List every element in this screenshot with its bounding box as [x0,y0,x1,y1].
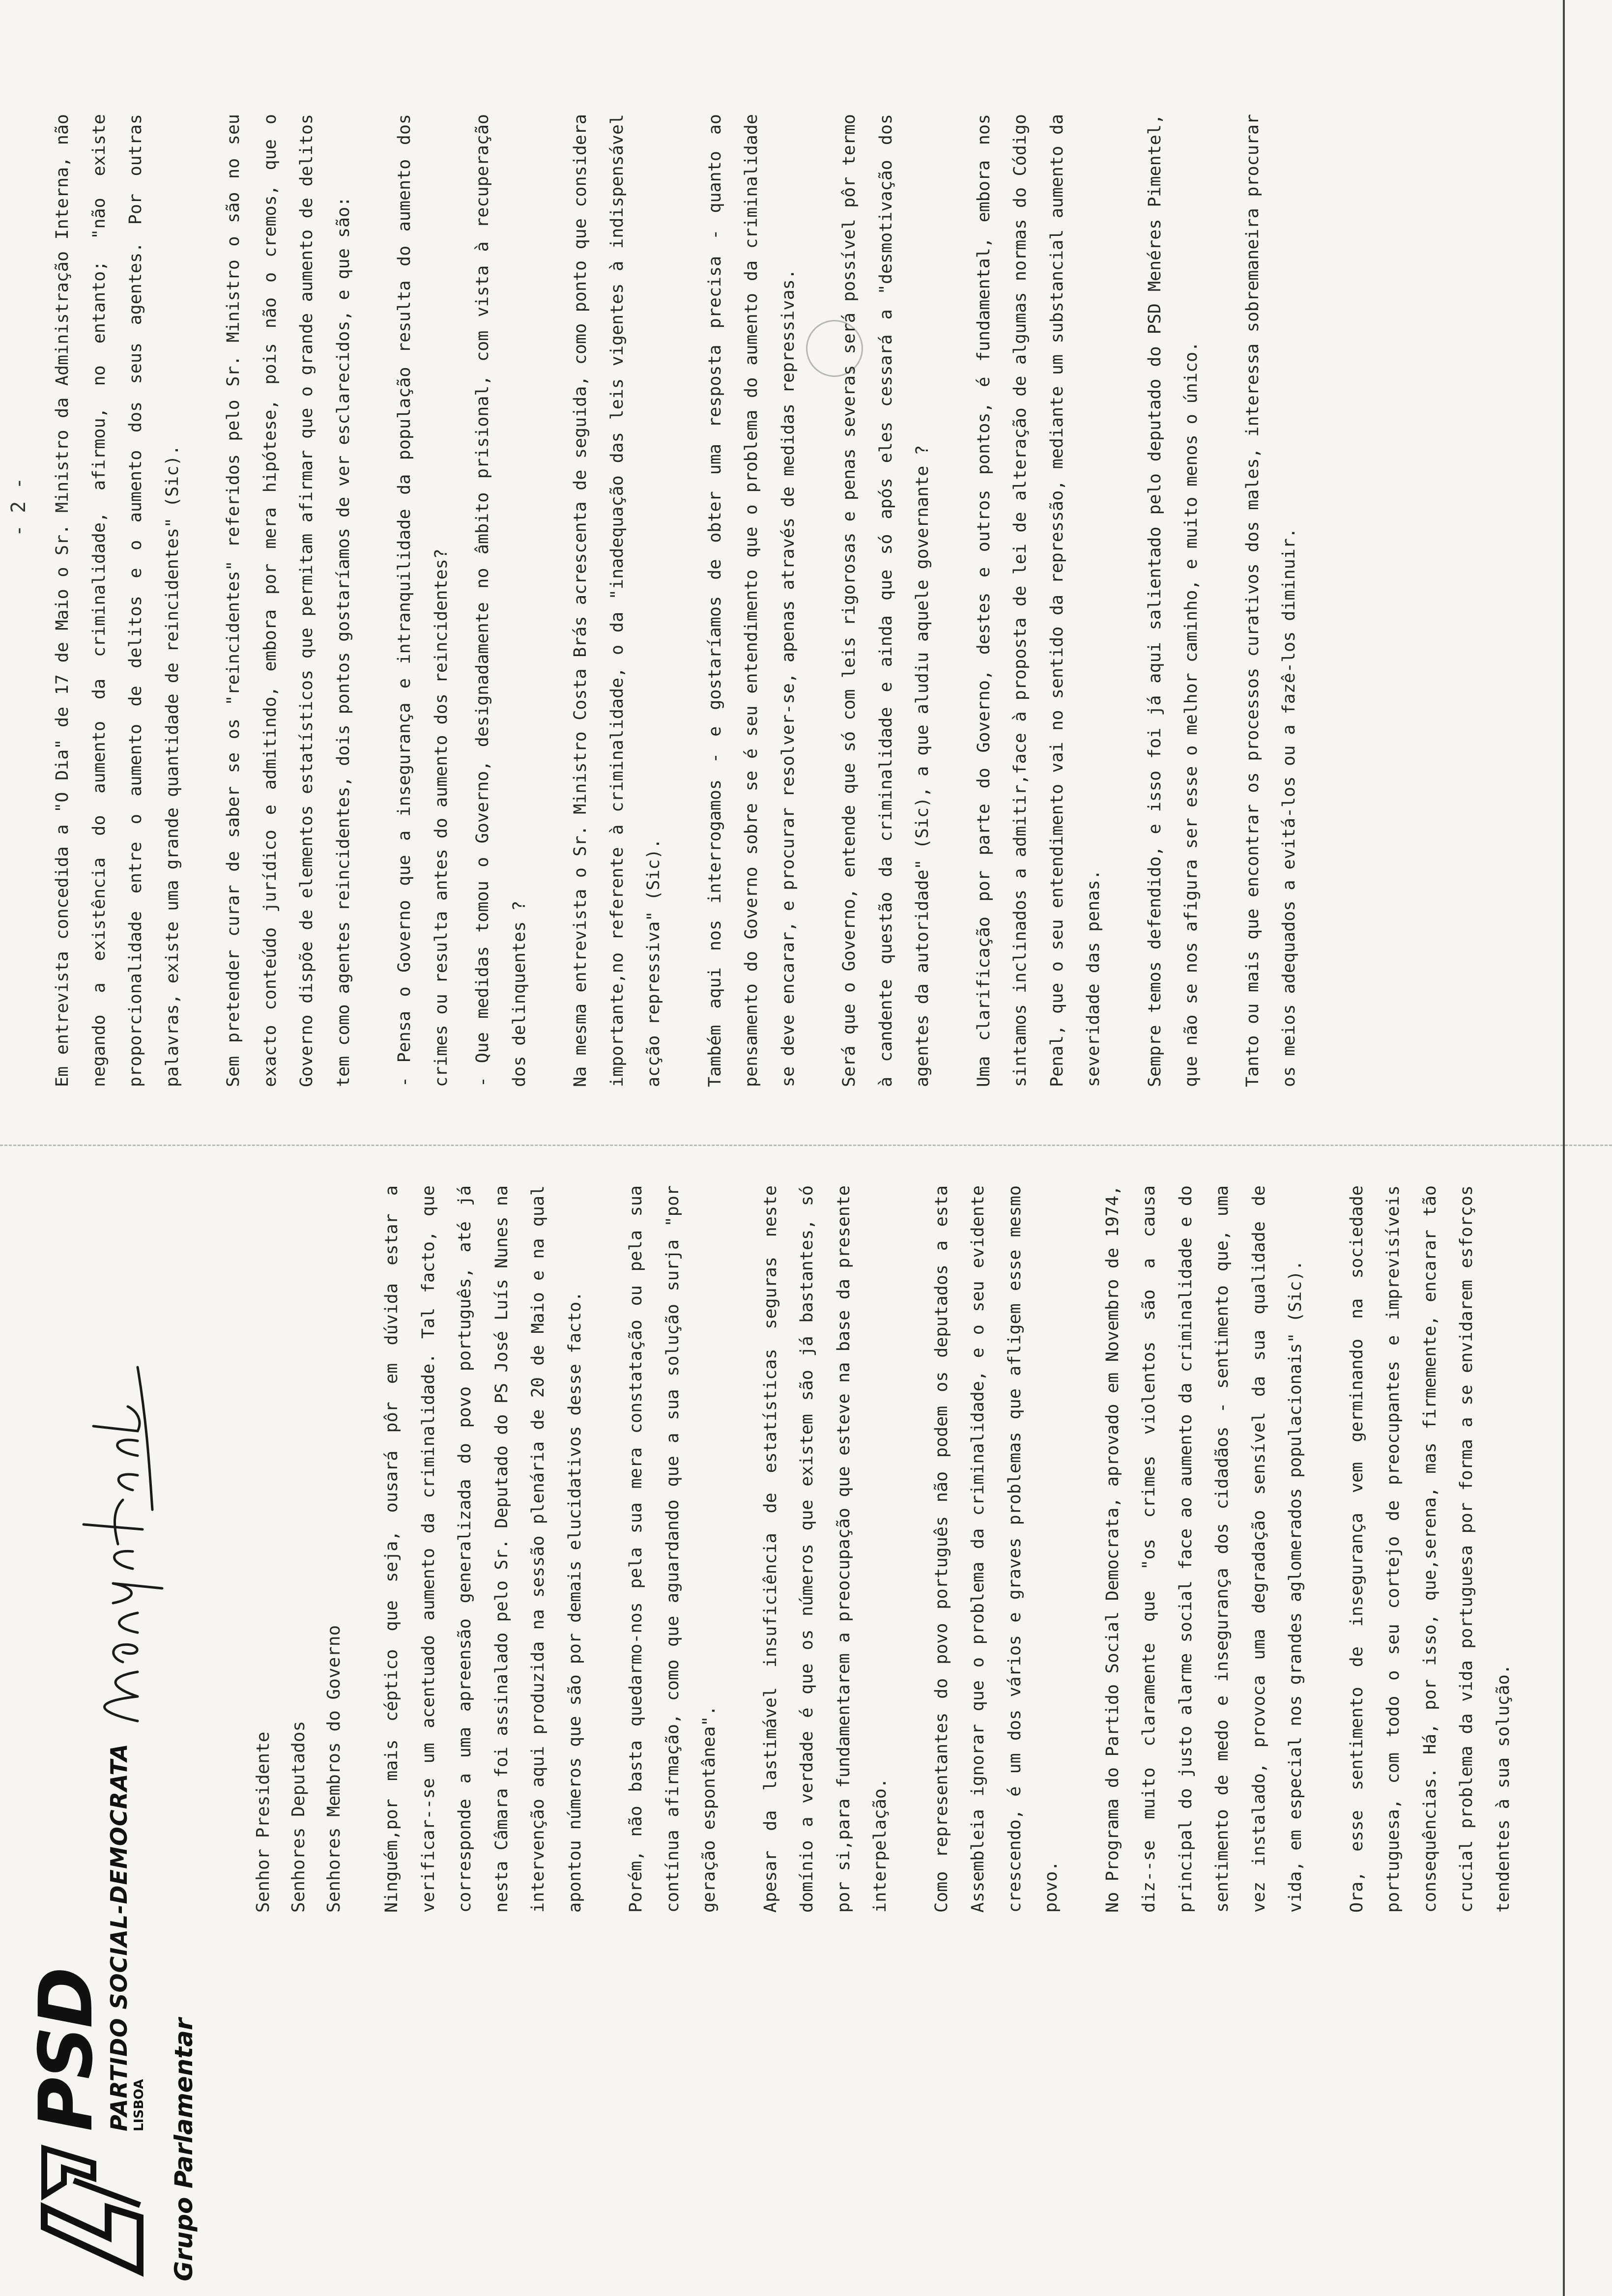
paragraph: Apesar da lastimável insuficiência de estatísticas seguras neste domínio a verdade é que os números que existem são já bastantes, só por si,para fundamentarem a preocupação que esteve na base da presente interpelação. [760,1185,890,1913]
paragraph: Ninguém,por mais céptico que seja, ousará pôr em dúvida estar a verificar--se um acentuado aumento da criminalidade. Tal facto, que corresponde a uma apreensão generalizada do povo português, até já nesta Câmara foi assinalado pelo Sr. Deputado do PS José Luís Nunes na intervenção aqui produzida na sessão plenária de 20 de Maio e na qual apontou números que são por demais elucidativos desse facto. [382,1185,585,1913]
salutations [246,1625,352,1913]
paragraph: Sem pretender curar de saber se os "reincidentes" referidos pelo Sr. Ministro o são no seu exacto conteúdo jurídico e admitindo, embora por mera hipótese, pois não o cremos, que o Governo dispõe de elementos estatísticos que permitam afirmar que o grande aumento de delitos tem como agentes reincidentes, dois pontos gostaríamos de ver esclarecidos, e que são: [224,114,353,1087]
paragraph: Na mesma entrevista o Sr. Ministro Costa Brás acrescenta de seguida, como ponto que considera importante,no referente à criminalidade, o da "inadequação das leis vigentes à indispensável acção repressiva" (Sic). [571,114,663,1087]
party-name: PARTIDO SOCIAL-DEMOCRATA [106,1743,132,2131]
paragraph: No Programa do Partido Social Democrata, aprovado em Novembro de 1974, diz--se muito claramente que "os crimes violentos são a causa principal do justo alarme social face ao aumento da criminalidade e do sentimento de medo e insegurança dos cidadãos - sentimento que, uma vez instalado, provoca uma degradação sensível da sua qualidade de vida, em especial nos grandes aglomerados populacionais" (Sic). [1102,1185,1305,1913]
paragraph: Uma clarificação por parte do Governo, destes e outros pontos, é fundamental, embora nos sintamos inclinados a admitir,face à proposta de lei de alteração de algumas normas do Código Penal, que o seu entendimento vai no sentido da repressão, mediante um substancial aumento da severidade das penas. [974,114,1103,1087]
left-body-text [374,1185,1546,1913]
paragraph: Sempre temos defendido, e isso foi já aqui salientado pelo deputado do PSD Menéres Pimentel, que não se nos afigura ser esse o melhor caminho, e muito menos o único. [1145,114,1201,1087]
group-title: Grupo Parlamentar [170,2018,198,2281]
paragraph: Em entrevista concedida a "O Dia" de 17 de Maio o Sr. Ministro da Administração Interna, não negando a existência do aumento da criminalidade, afirmou, no entanto; "não existe proporcionalidade entre o aumento de delitos e o aumento dos seus agentes. Por outras palavras, existe uma grande quantidade de reincidentes" (Sic). [53,114,182,1087]
paragraph: Ora, esse sentimento de insegurança vem germinando na sociedade portuguesa, com todo o seu cortejo de preocupantes e imprevisíveis consequências. Há, por isso, que,serena, mas firmemente, encarar tão crucial problema da vida portuguesa por forma a se envidarem esforços tendentes à sua solução. [1347,1185,1513,1913]
paragraph: - Que medidas tomou o Governo, designadamente no âmbito prisional, com vista à recuperação dos delinquentes ? [473,114,529,1087]
paragraph: - Pensa o Governo que a insegurança e intranquilidade da população resulta do aumento dos crimes ou resulta antes do aumento dos reincidentes? [395,114,451,1087]
logo-wordmark: PSD [24,1969,109,2131]
bottom-edge-line [1563,0,1565,2296]
salutation-president: Senhor Presidente [253,1731,273,1913]
paragraph: Porém, não basta quedarmo-nos pela sua mera constatação ou pela sua contínua afirmação, como que aguardando que a sua solução surja "por geração espontânea". [626,1185,719,1913]
paragraph: Será que o Governo, entende que só com leis rigorosas e penas severas será possível pôr termo à candente questão da criminalidade e ainda que só após eles cessará a "desmotivação dos agentes da autoridade" (Sic), a que aludiu aquele governante ? [839,114,932,1087]
party-city: LISBOA [132,2079,146,2131]
salutation-deputies: Senhores Deputados [288,1721,309,1913]
paragraph: Tanto ou mais que encontrar os processos curativos dos males, interessa sobremaneira procurar os meios adequados a evitá-los ou a fazê-los diminuir. [1242,114,1299,1087]
page-one [0,1146,1612,2296]
right-body-text [44,114,1332,1087]
handwritten-signature-icon [64,1357,172,1731]
paragraph: Também aqui nos interrogamos - e gostaríamos de obter uma resposta precisa - quanto ao pensamento do Governo sobre se é seu entendimento que o problema do aumento da criminalidade se deve encarar, e procurar resolver-se, apenas através de medidas repressivas. [705,114,798,1087]
page-number: - 2 - [7,477,30,537]
salutation-government: Senhores Membros do Governo [324,1625,344,1913]
paragraph: Como representantes do povo português não podem os deputados a esta Assembleia ignorar que o problema da criminalidade, e o seu evidente crescendo, é um dos vários e graves problemas que afligem esse mesmo povo. [931,1185,1061,1913]
page-two [0,0,1612,1146]
psd-arrow-logo-icon [34,2134,147,2281]
